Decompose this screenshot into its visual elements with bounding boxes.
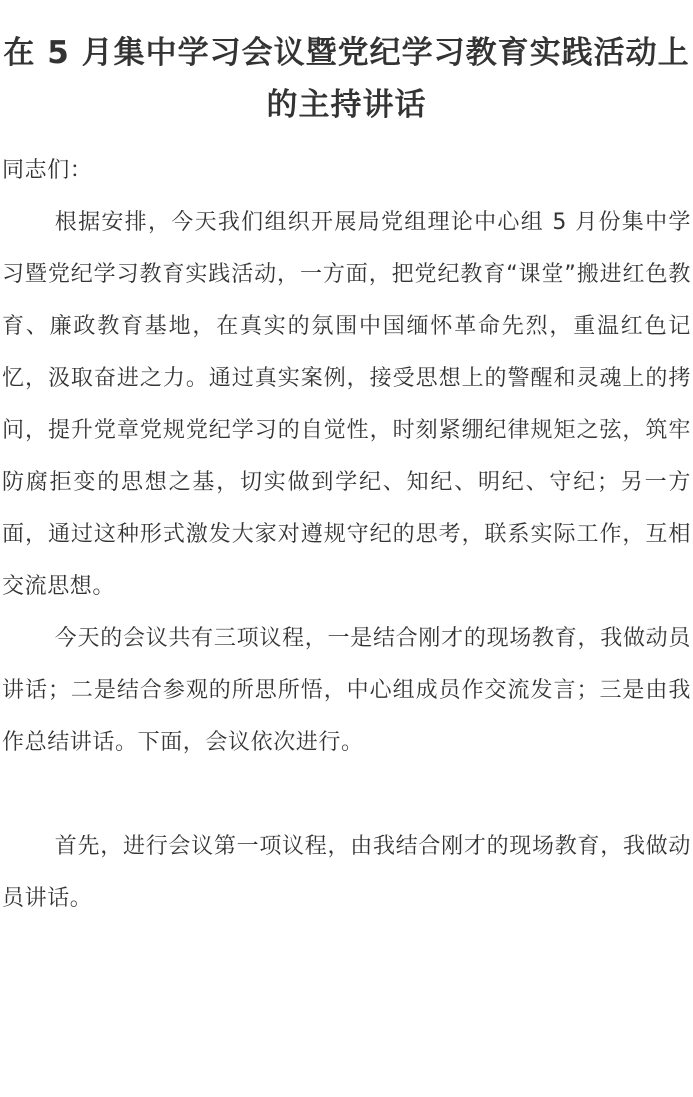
document-title: 在 5 月集中学习会议暨党纪学习教育实践活动上的主持讲话	[3, 35, 690, 123]
salutation: 同志们：	[2, 158, 93, 183]
paragraph-agenda: 今天的会议共有三项议程，一是结合刚才的现场教育，我做动员讲话；二是结合参观的所思所悟，中心组成员作交流发言；三是由我作总结讲话。下面，会议依次进行。	[2, 626, 691, 755]
paragraph-spacer	[0, 769, 693, 821]
document-body	[0, 145, 693, 925]
paragraph-first-item: 首先，进行会议第一项议程，由我结合刚才的现场教育，我做动员讲话。	[2, 834, 691, 911]
paragraph-intro: 根据安排，今天我们组织开展局党组理论中心组 5 月份集中学习暨党纪学习教育实践活动，一方面，把党纪教育“课堂”搬进红色教育、廉政教育基地，在真实的氛围中国缅怀革命先烈，重温红色记忆，汲取奋进之力。通过真实案例，接受思想上的警醒和灵魂上的拷问，提升党章党规党纪学习的自觉性，时刻紧绷纪律规矩之弦，筑牢防腐拒变的思想之基，切实做到学纪、知纪、明纪、守纪；另一方面，通过这种形式激发大家对遵规守纪的思考，联系实际工作，互相交流思想。	[2, 210, 691, 599]
